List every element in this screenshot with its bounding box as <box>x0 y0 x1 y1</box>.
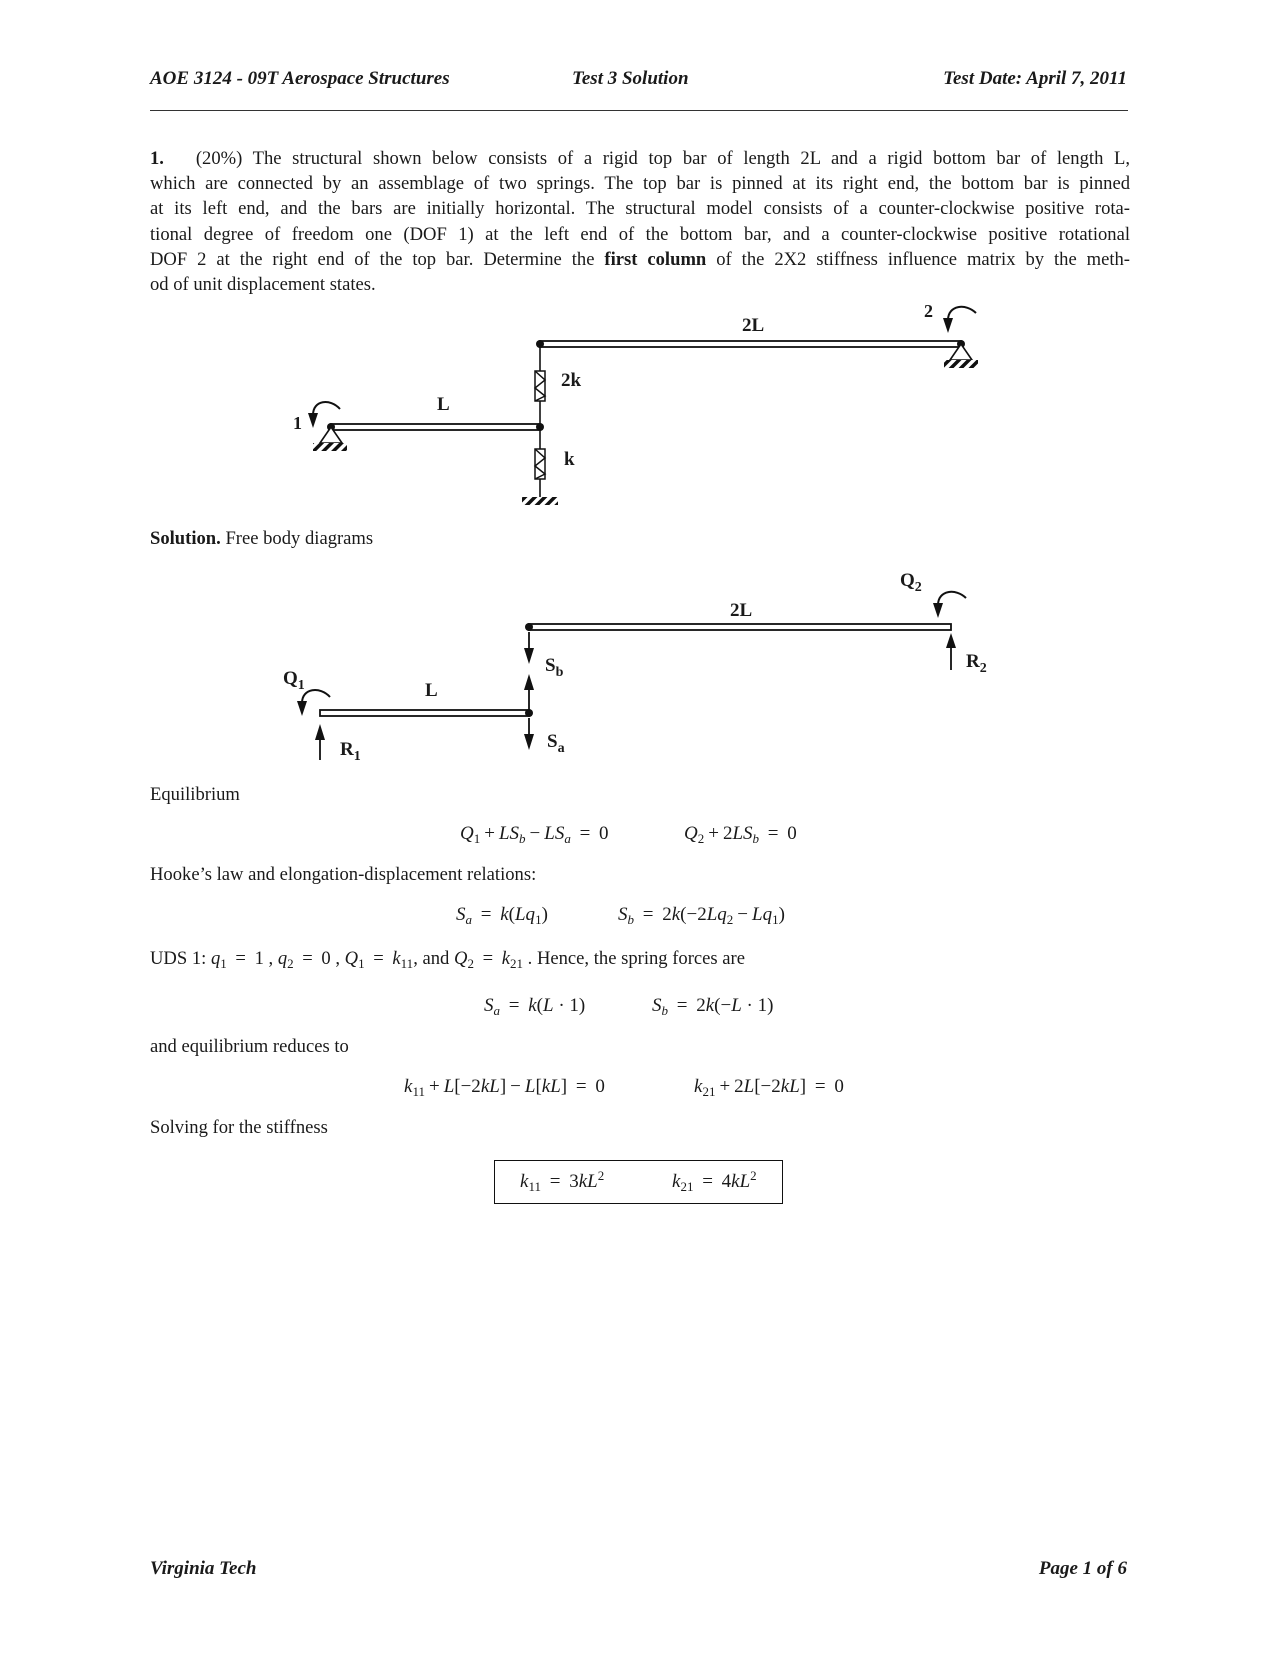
reduces-label: and equilibrium reduces to <box>150 1036 349 1057</box>
sb-up-arrow-icon <box>524 674 534 690</box>
spring-force-sa: $S_a = k(L \cdot 1)$ <box>484 995 586 1018</box>
fbd-bottom-bar <box>320 710 529 716</box>
top-bar-label: 2L <box>742 315 765 336</box>
problem-line-5: DOF 2 at the right end of the top bar. Determine the first column of the 2X2 stiffness influence matrix by the meth- <box>150 248 1131 270</box>
fbd-top-bar-label: 2L <box>730 600 753 621</box>
bottom-bar-label: L <box>437 394 450 415</box>
sb-label: $S_b$ <box>545 655 564 680</box>
fbd-top-bar <box>529 624 951 630</box>
problem-line-4: tional degree of freedom one (DOF 1) at the left end of the bottom bar, and a counter-clockwise positive rotational <box>150 223 1130 245</box>
ground-support <box>522 497 558 505</box>
footer-institution: Virginia Tech <box>150 1558 257 1579</box>
lower-spring-label: k <box>564 449 575 470</box>
problem-line-1: 1. (20%) The structural shown below consists of a rigid top bar of length 2L and a rigid bottom bar of length L, <box>150 148 1130 169</box>
solving-label: Solving for the stiffness <box>150 1117 328 1138</box>
spring-force-sb: $S_b = 2k(-L \cdot 1)$ <box>652 995 774 1018</box>
lower-spring <box>535 449 545 479</box>
result-k11: $k_{11} = 3kL^2$ <box>520 1168 605 1194</box>
result-k21: $k_{21} = 4kL^2$ <box>672 1168 757 1194</box>
solution-heading: Solution. Free body diagrams <box>150 528 374 549</box>
structure-diagram <box>0 0 1280 530</box>
reduced-eq-1: $k_{11} + L[-2kL] - L[kL] = 0$ <box>404 1076 605 1099</box>
sa-label: $S_a$ <box>547 731 565 756</box>
equilibrium-eq-2: $Q_2 + 2LS_b = 0$ <box>684 823 797 846</box>
uds-1-line: UDS 1: $q_1 = 1$ , $q_2 = 0$ , $Q_1 = k_{11}$, and $Q_2 = k_{21}$ . Hence, the spring forces are <box>150 948 745 971</box>
fbd-bottom-bar-label: L <box>425 680 438 701</box>
r1-arrow-icon <box>315 724 325 740</box>
header-date: Test Date: April 7, 2011 <box>943 68 1127 89</box>
hooke-eq-sb: $S_b = 2k(-2Lq_2 - Lq_1)$ <box>618 904 785 927</box>
upper-spring <box>535 371 545 401</box>
first-column-emphasis: first column <box>604 248 707 270</box>
hooke-label: Hooke’s law and elongation-displacement relations: <box>150 864 537 885</box>
q2-label: $Q_2$ <box>900 570 922 595</box>
q1-label: $Q_1$ <box>283 668 305 693</box>
upper-spring-label: 2k <box>561 370 582 391</box>
footer-page: Page 1 of 6 <box>1038 1558 1127 1579</box>
r1-label: $R_1$ <box>340 739 361 764</box>
header-title: Test 3 Solution <box>572 68 689 89</box>
r2-label: $R_2$ <box>966 651 987 676</box>
sa-down-arrow-icon <box>524 734 534 750</box>
hooke-eq-sa: $S_a = k(Lq_1)$ <box>456 904 548 927</box>
top-bar <box>540 341 961 347</box>
equilibrium-eq-1: $Q_1 + LS_b - LS_a = 0$ <box>460 823 609 846</box>
problem-line-2: which are connected by an assemblage of two springs. The top bar is pinned at its right end, the bottom bar is pinned <box>150 173 1130 195</box>
header-course: AOE 3124 - 09T Aerospace Structures <box>150 68 450 89</box>
sb-down-arrow-icon <box>524 648 534 664</box>
problem-line-6: od of unit displacement states. <box>150 274 376 296</box>
problem-line-3: at its left end, and the bars are initially horizontal. The structural model consists of a counter-clockwise positive rota- <box>150 198 1130 220</box>
problem-number: 1. <box>150 148 164 169</box>
dof2-label: 2 <box>924 301 933 321</box>
equilibrium-label: Equilibrium <box>150 784 240 805</box>
reduced-eq-2: $k_{21} + 2L[-2kL] = 0$ <box>694 1076 844 1099</box>
free-body-diagram <box>0 560 1280 770</box>
bottom-bar <box>331 424 540 430</box>
dof1-label: 1 <box>293 413 302 433</box>
r2-arrow-icon <box>946 633 956 648</box>
